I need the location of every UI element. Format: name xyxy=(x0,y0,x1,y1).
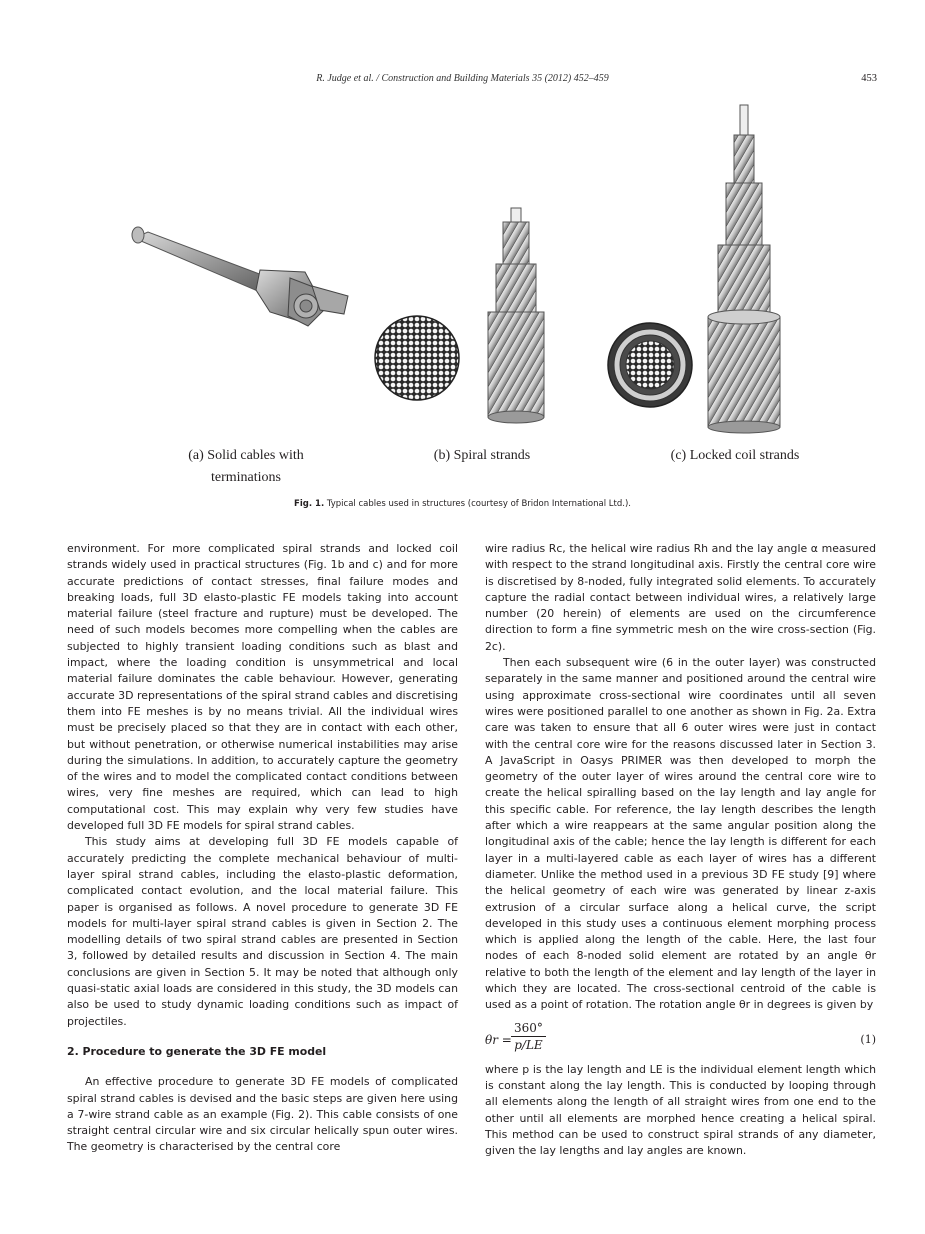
figure-caption xyxy=(0,499,925,509)
paragraph: wire radius Rc, the helical wire radius Rh and the lay angle α measured with respect to the strand longitudinal axis. Firstly the central core wire is discretised by 8-noded, fully integrated solid elements. To accurately capture the radial contact between individual wires, a relatively large number (20 herein) of elements are used on the circumference direction to form a fine symmetric mesh on the wire cross-section (Fig. 2c). xyxy=(485,542,876,653)
figure-sublabel-a: (a) Solid cables with terminations xyxy=(188,448,304,485)
figure-caption-label: Fig. 1. xyxy=(294,499,325,509)
paragraph: This study aims at developing full 3D FE models capable of accurately predicting the complete mechanical behaviour of multi-layer spiral strand cables, including the elasto-plastic deformation, complicated contact evolution, and the local material failure. This paper is organised as follows. A novel procedure to generate 3D FE models for multi-layer spiral strand cables is given in Section 2. The modelling details of two spiral strand cables are presented in Section 3, followed by detailed results and discussion in Section 4. The main conclusions are given in Section 5. It may be noted that although only quasi-static axial loads are considered in this study, the 3D models can also be used to study dynamic loading conditions such as impact of projectiles. xyxy=(67,835,458,1028)
figure-sublabel-c: (c) Locked coil strands xyxy=(670,448,800,463)
right-column xyxy=(485,541,876,1159)
paragraph: Then each subsequent wire (6 in the outer layer) was constructed separately in the same manner and positioned around the central wire using approximate cross-sectional wire coordinates until all seven wires were positioned parallel to one another as shown in Fig. 2a. Extra care was taken to ensure that all 6 outer wires were just in contact with the central core wire for the reasons discussed later in Section 3. A JavaScript in Oasys PRIMER was then developed to morph the geometry of the outer layer of wires around the central core wire to create the helical spiralling based on the lay length and lay angle for this specific cable. For reference, the lay length describes the length after which a wire reappears at the same angular position along the longitudinal axis of the cable; hence the lay length is different for each layer in a multi-layered cable as each layer of wires has a different diameter. Unlike the method used in a previous 3D FE study [9] where the helical geometry of each wire was generated by linear z-axis extrusion of a circular surface along a helical curve, the script developed in this study uses a continuous element morphing process which is applied along the length of the cable. Here, the last four nodes of each 8-noded solid element are rotated by an angle θr relative to both the length of the element and lay length of the layer in which they are located. The cross-sectional centroid of the cable is used as a point of rotation. The rotation angle θr in degrees is given by xyxy=(485,656,876,1012)
figure-caption-text: Typical cables used in structures (courtesy of Bridon International Ltd.). xyxy=(324,499,631,509)
solid-cable-termination-image xyxy=(132,227,348,326)
running-header xyxy=(0,73,925,89)
spiral-strand-stepped-image xyxy=(488,208,544,423)
locked-coil-stepped-image xyxy=(708,105,780,433)
equation-numerator: 360° xyxy=(511,1020,546,1037)
figure-1 xyxy=(120,100,840,435)
section-heading: 2. Procedure to generate the 3D FE model xyxy=(67,1044,327,1058)
paragraph: where p is the lay length and LE is the individual element length which is constant along the lay length. This is conducted by looping through all elements along the length of all straight wires from one end to the other until all elements are morphed hence creating a helical spiral. This method can be used to construct spiral strands of any diameter, given the lay lengths and lay angles are known. xyxy=(485,1062,876,1158)
equation-denominator: p/LE xyxy=(514,1037,543,1052)
equation-fraction xyxy=(511,1020,546,1054)
equation-1 xyxy=(485,1020,876,1060)
figure-sublabel-b: (b) Spiral strands xyxy=(433,448,531,463)
left-column xyxy=(67,541,458,1156)
locked-coil-cross-section xyxy=(608,323,692,407)
running-title: R. Judge et al. / Construction and Building Materials 35 (2012) 452–459 xyxy=(316,73,609,84)
page-number: 453 xyxy=(861,73,877,84)
equation-number: (1) xyxy=(860,1032,876,1046)
figure-1-illustrations xyxy=(120,100,840,435)
paragraph: environment. For more complicated spiral strands and locked coil strands widely used in practical structures (Fig. 1b and c) and for more accurate predictions of contact stresses, final failure modes and breaking loads, full 3D elasto-plastic FE models taking into account material failure (steel fracture and rupture) must be developed. The need of such models becomes more compelling when the cables are subjected to highly transient loading conditions such as blast and impact, where the loading condition is unsymmetrical and local material failure dominates the cable behaviour. However, generating accurate 3D representations of the spiral strand cables and discretising them into FE meshes is by no means trivial. All the individual wires must be precisely placed so that they are in contact with each other, but without penetration, or otherwise numerical instabilities may arise during the simulations. In addition, to accurately capture the geometry of the wires and to model the complicated contact conditions between wires, very fine meshes are required, which can lead to high computational cost. This may explain why very few studies have developed full 3D FE models for spiral strand cables. xyxy=(67,542,458,833)
spiral-strand-cross-section xyxy=(375,316,459,400)
equation-lhs: θr = xyxy=(485,1032,512,1047)
paragraph: An effective procedure to generate 3D FE models of complicated spiral strand cables is devised and the basic steps are given here using a 7-wire strand cable as an example (Fig. 2). This cable consists of one straight central circular wire and six circular helically spun outer wires. The geometry is characterised by the central core xyxy=(67,1075,458,1154)
